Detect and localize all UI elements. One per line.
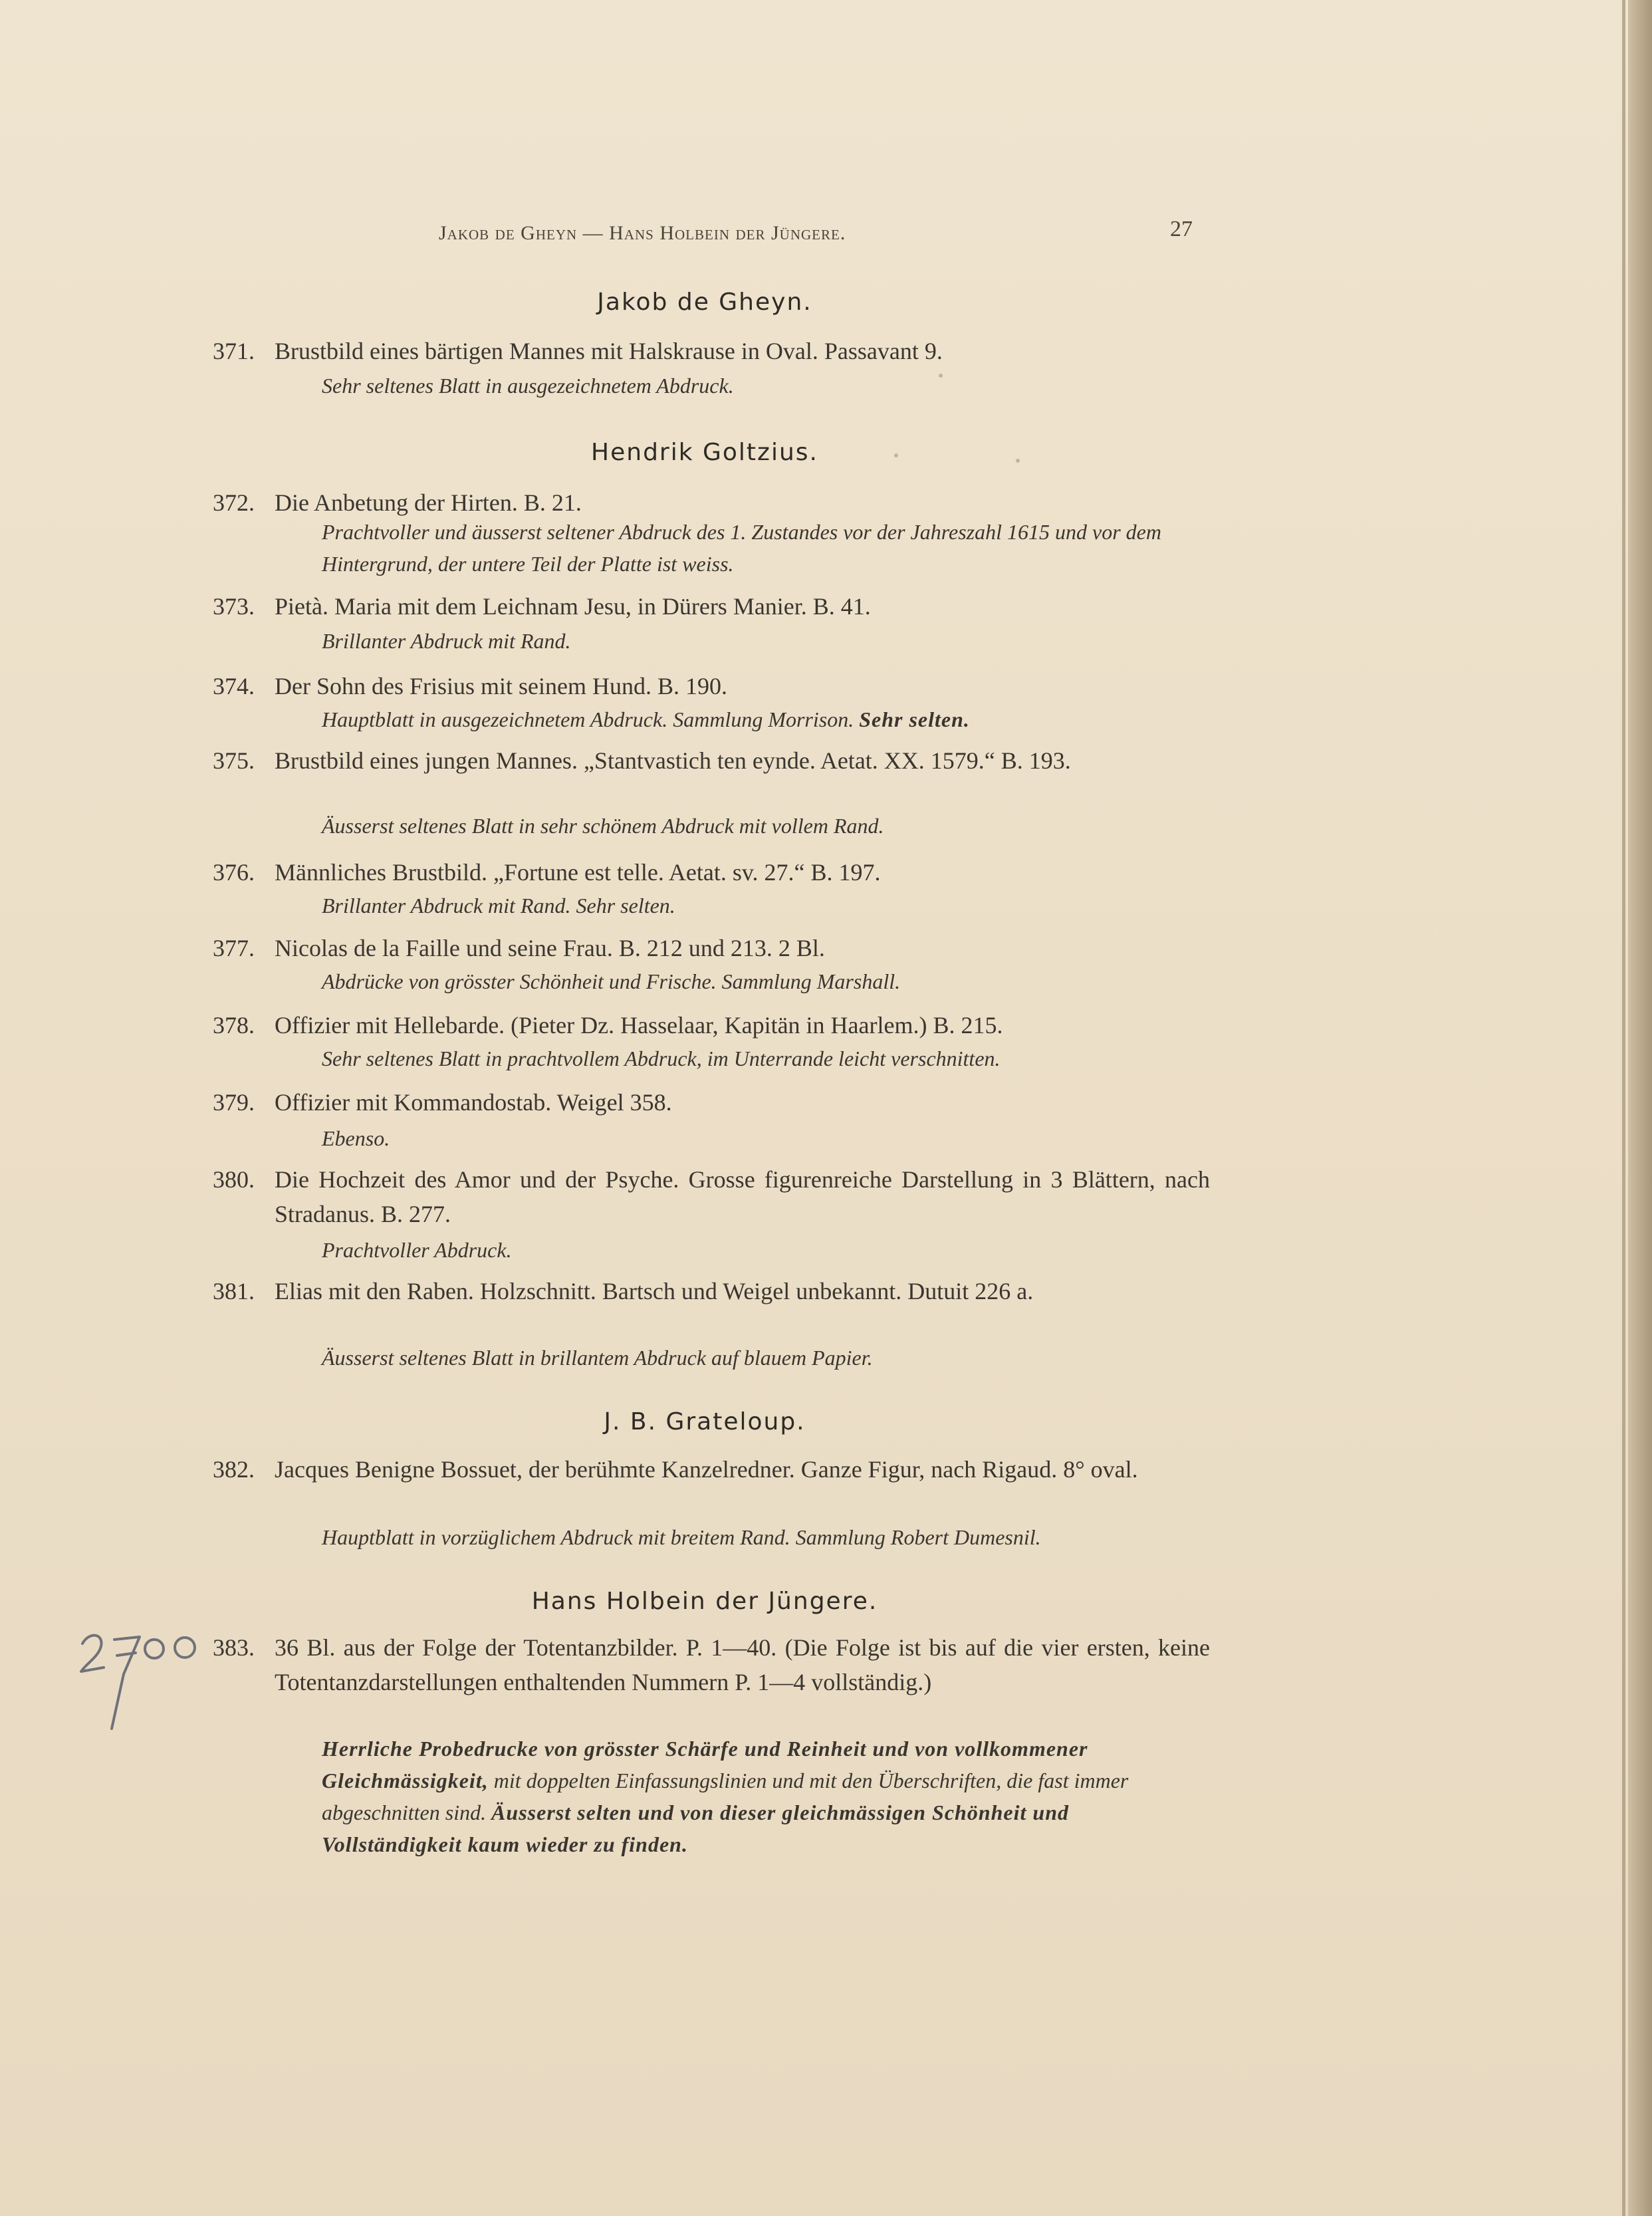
entry-text: 36 Bl. aus der Folge der Totentanzbilder. P. 1—40. (Die Folge ist bis auf die vier ersten, keine Totentanzdarstellungen enthaltenden Nummern P. 1—4 vollständig.): [275, 1634, 1210, 1695]
entry-376: [213, 855, 1210, 890]
entry-text: Pietà. Maria mit dem Leichnam Jesu, in Dürers Manier. B. 41.: [275, 593, 871, 620]
entry-text: Offizier mit Kommandostab. Weigel 358.: [275, 1089, 672, 1116]
entry-number: 372.: [213, 489, 255, 516]
page-fold-line: [1622, 0, 1625, 2216]
entry-380: [213, 1162, 1210, 1231]
entry-377: [213, 931, 1210, 965]
section-title-goltzius: Hendrik Goltzius.: [591, 439, 818, 466]
entry-373: [213, 589, 1210, 624]
paper-speck: [1016, 459, 1020, 463]
entry-note-text: Hauptblatt in ausgezeichnetem Abdruck. Sammlung Morrison.: [322, 707, 854, 731]
entry-note: Brillanter Abdruck mit Rand. Sehr selten.: [322, 894, 675, 918]
entry-number: 371.: [213, 338, 255, 364]
running-head: Jakob de Gheyn — Hans Holbein der Jüngere.: [439, 222, 846, 244]
entry-note: Äusserst seltenes Blatt in brillantem Abdruck auf blauem Papier.: [322, 1346, 873, 1370]
entry-note: Brillanter Abdruck mit Rand.: [322, 629, 571, 653]
section-title-grateloup: J. B. Grateloup.: [604, 1408, 806, 1435]
entry-text: Brustbild eines bärtigen Mannes mit Halskrause in Oval. Passavant 9.: [275, 338, 943, 364]
entry-note-text: mit doppelten Einfassungslinien und mit den Überschriften, die fast immer abgeschnitten sind.: [322, 1769, 1129, 1824]
entry-text: Die Anbetung der Hirten. B. 21.: [275, 489, 582, 516]
entry-note: Sehr seltenes Blatt in ausgezeichnetem Abdruck.: [322, 374, 734, 398]
entry-text: Männliches Brustbild. „Fortune est telle. Aetat. sv. 27.“ B. 197.: [275, 859, 881, 886]
entry-number: 378.: [213, 1012, 255, 1039]
entry-378: [213, 1008, 1210, 1043]
entry-number: 379.: [213, 1089, 255, 1116]
entry-374: [213, 669, 1210, 703]
entry-note: Prachtvoller Abdruck.: [322, 1238, 512, 1262]
entry-375: [213, 743, 1210, 778]
entry-text: Brustbild eines jungen Mannes. „Stantvastich ten eynde. Aetat. XX. 1579.“ B. 193.: [275, 747, 1071, 774]
entry-number: 380.: [213, 1166, 255, 1193]
entry-note-emphasis: Sehr selten.: [859, 707, 970, 731]
entry-372: [213, 485, 1210, 520]
entry-382: [213, 1452, 1210, 1487]
entry-text: Jacques Benigne Bossuet, der berühmte Kanzelredner. Ganze Figur, nach Rigaud. 8° oval.: [275, 1456, 1138, 1483]
handwritten-annotation: [74, 1622, 207, 1735]
entry-note: Prachtvoller und äusserst seltener Abdruck des 1. Zustandes vor der Jahreszahl 1615 und vor dem Hintergrund, der untere Teil der Platte ist weiss.: [322, 520, 1161, 576]
entry-text: Nicolas de la Faille und seine Frau. B. 212 und 213. 2 Bl.: [275, 935, 825, 961]
entry-number: 373.: [213, 593, 255, 620]
entry-note: Ebenso.: [322, 1126, 390, 1150]
entry-383: [213, 1630, 1210, 1699]
page-edge: [1628, 0, 1652, 2216]
entry-note: Äusserst seltenes Blatt in sehr schönem Abdruck mit vollem Rand.: [322, 814, 884, 838]
entry-number: 376.: [213, 859, 255, 886]
entry-379: [213, 1085, 1210, 1120]
entry-note: Abdrücke von grösster Schönheit und Frische. Sammlung Marshall.: [322, 969, 901, 993]
entry-number: 383.: [213, 1634, 255, 1661]
entry-number: 374.: [213, 673, 255, 699]
entry-381: [213, 1274, 1210, 1308]
entry-note: [322, 703, 1213, 735]
entry-note-emphasis: Äusserst selten und von dieser gleichmässigen Schönheit und Vollständigkeit kaum wieder zu finden.: [322, 1800, 1069, 1856]
entry-text: Elias mit den Raben. Holzschnitt. Bartsch und Weigel unbekannt. Dutuit 226 a.: [275, 1278, 1034, 1304]
entry-number: 382.: [213, 1456, 255, 1483]
entry-text: Der Sohn des Frisius mit seinem Hund. B. 190.: [275, 673, 727, 699]
entry-note: Hauptblatt in vorzüglichem Abdruck mit breitem Rand. Sammlung Robert Dumesnil.: [322, 1525, 1041, 1549]
paper-speck: [894, 453, 898, 457]
section-title-holbein: Hans Holbein der Jüngere.: [531, 1588, 878, 1615]
entry-note-emphasis: Herrliche Probedrucke von grösster Schärfe und Reinheit und von vollkommener Gleichmässigkeit,: [322, 1737, 1088, 1792]
entry-371: [213, 334, 1210, 368]
section-title-gheyn: Jakob de Gheyn.: [597, 289, 812, 316]
page-number: 27: [1170, 217, 1193, 241]
entry-text: Offizier mit Hellebarde. (Pieter Dz. Hasselaar, Kapitän in Haarlem.) B. 215.: [275, 1012, 1003, 1039]
entry-note: Sehr seltenes Blatt in prachtvollem Abdruck, im Unterrande leicht verschnitten.: [322, 1046, 1001, 1070]
entry-number: 377.: [213, 935, 255, 961]
entry-text: Die Hochzeit des Amor und der Psyche. Grosse figurenreiche Darstellung in 3 Blättern, nach Stradanus. B. 277.: [275, 1166, 1210, 1227]
entry-number: 381.: [213, 1278, 255, 1304]
entry-note: [322, 1733, 1213, 1860]
paper-speck: [939, 374, 943, 378]
entry-number: 375.: [213, 747, 255, 774]
